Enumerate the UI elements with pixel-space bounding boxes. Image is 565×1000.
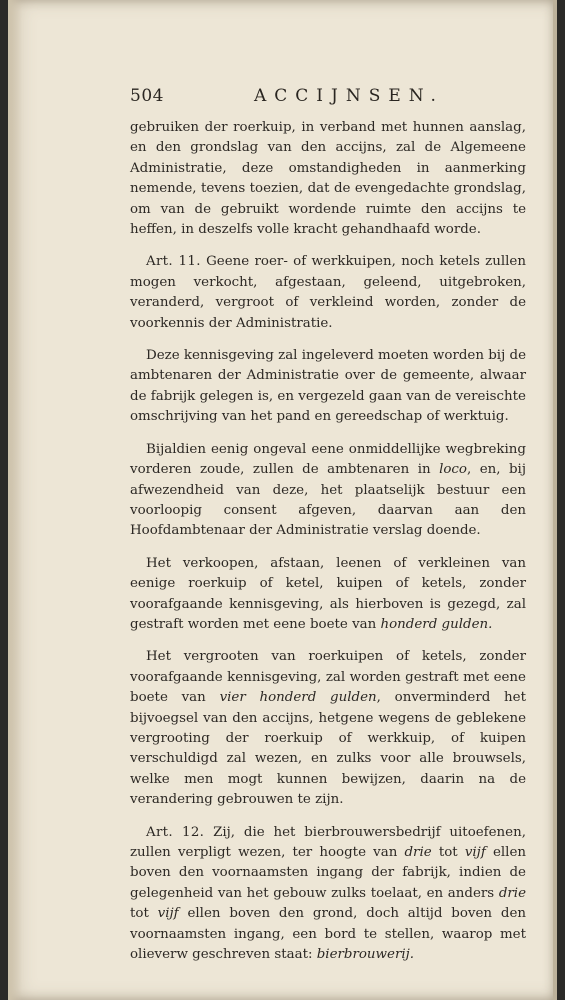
page-gutter-shadow <box>8 0 22 1000</box>
article-11-paragraph <box>130 252 526 334</box>
paragraph-kennisgeving: Deze kennisgeving zal ingeleverd moeten worden bij de ambtenaren der Administratie over de gemeente, alwaar de fabrijk gelegen is, en vergezeld gaan van de vereischte omschrijving van het pand en gereedschap of werktuig. <box>130 348 526 425</box>
article-12-italic-5: bierbrouwerij. <box>316 947 415 963</box>
body-text <box>130 118 526 977</box>
paragraph-vergrooten <box>130 647 526 810</box>
paragraph-vergrooten-italic: vier honderd gulden <box>219 690 377 706</box>
article-12-part-c: ellen boven den voornaamsten ingang der fabrijk, indien de gelegenheid van het gebouw zulks toelaat, en anders <box>130 845 526 901</box>
paragraph-ongeval-part-a: Bijaldien eenig ongeval eene onmiddellijke wegbreking vorderen zoude, zullen de ambtenaren in <box>130 441 526 478</box>
article-12-italic-1: drie <box>404 845 432 860</box>
article-12-part-b: tot <box>431 845 465 860</box>
page-number: 504 <box>130 86 164 106</box>
article-11-text: Geene roer- of werkkuipen, noch ketels zullen mogen verkocht, afgestaan, geleend, uitgebroken, veranderd, vergroot of verkleind worden, zonder de voorkennis der Administratie. <box>130 254 526 331</box>
paragraph-verkoopen <box>130 554 526 636</box>
article-12-paragraph <box>130 823 526 966</box>
paragraph-continuation: gebruiken der roerkuip, in verband met hunnen aanslag, en den grondslag van den accijns, zal de Algemeene Administratie, deze omstandigheden in aanmerking nemende, tevens toezien, dat de evengedachte grondslag, om van de gebruikt wordende ruimte den accijns te heffen, in deszelfs volle kracht gehandhaafd worde. <box>130 120 526 238</box>
article-12-italic-3: drie <box>498 885 526 901</box>
paragraph-verkoopen-part-a: Het verkoopen, afstaan, leenen of verkleinen van eenige roerkuip of ketel, kuipen of ketels, zonder voorafgaande kennisgeving, als hierboven is gezegd, zal gestraft worden met eene boete van <box>130 555 526 632</box>
article-12-part-e: ellen boven den grond, doch altijd boven den voornaamsten ingang, een bord te stellen, waarop met olieverw geschreven staat: <box>130 906 526 963</box>
paragraph-ongeval-italic: loco <box>439 462 467 478</box>
article-12-part-a: Zij, die het bierbrouwersbedrijf uitoefenen, zullen verpligt wezen, ter hoogte van <box>130 824 526 860</box>
article-11-label: Art. 11. <box>146 254 201 270</box>
paragraph-verkoopen-italic: honderd gulden. <box>380 616 493 632</box>
page-edge <box>553 0 557 1000</box>
page-header <box>130 86 530 108</box>
article-12-label: Art. 12. <box>146 824 205 840</box>
article-12-italic-2: vijf <box>464 845 486 860</box>
paragraph-vergrooten-part-b: , onverminderd het bijvoegsel van den accijns, hetgene wegens de geblekene vergrooting der roerkuip of werkkuip, of kuipen verschuldigd zal wezen, en zulks voor alle brouwsels, welke men mogt kunnen bewijzen, daarin na de verandering gebrouwen te zijn. <box>130 690 526 808</box>
paragraph-vergrooten-part-a: Het vergrooten van roerkuipen of ketels, zonder voorafgaande kennisgeving, zal worden gestraft met eene boete van <box>130 649 526 706</box>
article-12-part-d: tot <box>130 906 158 922</box>
article-12-italic-4: vijf <box>157 906 179 922</box>
paragraph-ongeval <box>130 440 526 542</box>
running-title: ACCIJNSEN. <box>254 86 444 106</box>
paragraph-ongeval-part-b: , en, bij afwezendheid van deze, het plaatselijk bestuur een voorloopig consent afgeven, daarvan aan den Hoofdambtenaar der Administratie verslag doende. <box>130 462 526 539</box>
